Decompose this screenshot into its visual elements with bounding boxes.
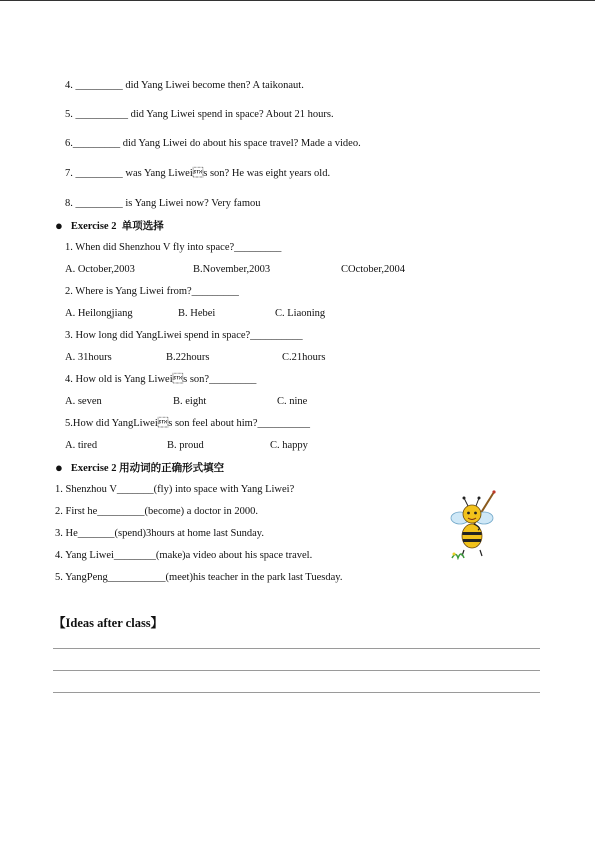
mc-option: B. eight: [173, 396, 207, 407]
fill-item-5: 5. YangPeng___________(meet)his teacher in the park last Tuesday.: [55, 572, 343, 583]
writing-line: [53, 648, 540, 649]
fill-item-4: 4. Yang Liwei________(make)a video about his space travel.: [55, 550, 313, 561]
mc-option: B.November,2003: [193, 264, 271, 275]
mc-option: A. 31hours: [65, 352, 112, 363]
mc-option: A. Heilongjiang: [65, 308, 133, 319]
mc-option: C. Liaoning: [275, 308, 326, 319]
mc-question-3: 3. How long did YangLiwei spend in space?__________: [65, 330, 303, 341]
bullet-icon: ●: [55, 460, 63, 475]
bullet-icon: ●: [55, 218, 63, 233]
mc-option: A. seven: [65, 396, 102, 407]
mc-option: B. proud: [167, 440, 204, 451]
mc-option: A. October,2003: [65, 264, 135, 275]
fill-item-3: 3. He_______(spend)3hours at home last Sunday.: [55, 528, 264, 539]
ideas-title: 【Ideas after class】: [53, 616, 164, 630]
page-top-border: [0, 0, 595, 1]
question-6: 6._________ did Yang Liwei do about his space travel? Made a video.: [65, 138, 361, 149]
mc-option: A. tired: [65, 440, 98, 451]
question-8: 8. _________ is Yang Liwei now? Very famou: [65, 198, 261, 209]
fill-item-1: 1. Shenzhou V_______(fly) into space with Yang Liwei?: [55, 484, 295, 495]
mc-option: B. Hebei: [178, 308, 216, 319]
mc-question-2: 2. Where is Yang Liwei from?_________: [65, 286, 239, 297]
mc-question-1: 1. When did Shenzhou V fly into space?_________: [65, 242, 282, 253]
writing-line: [53, 692, 540, 693]
question-7: 7. _________ was Yang Liweis son? He was eight years old.: [65, 168, 331, 179]
question-4: 4. _________ did Yang Liwei become then? A taikonaut.: [65, 80, 304, 91]
exercise-2-heading: [55, 218, 164, 234]
mc-option: C. happy: [270, 440, 308, 451]
question-5: 5. __________ did Yang Liwei spend in space? About 21 hours.: [65, 109, 334, 120]
writing-line: [53, 670, 540, 671]
exercise-2-subtitle: 单项选择: [121, 221, 164, 232]
exercise-2-title: Exercise 2: [70, 221, 117, 232]
mc-question-4: 4. How old is Yang Liweis son?_________: [65, 374, 257, 385]
exercise-3-title: Exercise 2: [70, 463, 117, 474]
exercise-3-subtitle: 用动词的正确形式填空: [119, 463, 225, 474]
mc-option: C. nine: [277, 396, 308, 407]
bee-teacher-icon: [446, 488, 498, 560]
mc-option: C.21hours: [282, 352, 326, 363]
fill-item-2: 2. First he_________(become) a doctor in 2000.: [55, 506, 258, 517]
mc-option: B.22hours: [166, 352, 210, 363]
mc-question-5: 5.How did YangLiweis son feel about him?__________: [65, 418, 310, 429]
exercise-3-heading: [55, 460, 224, 476]
mc-option: COctober,2004: [341, 264, 406, 275]
